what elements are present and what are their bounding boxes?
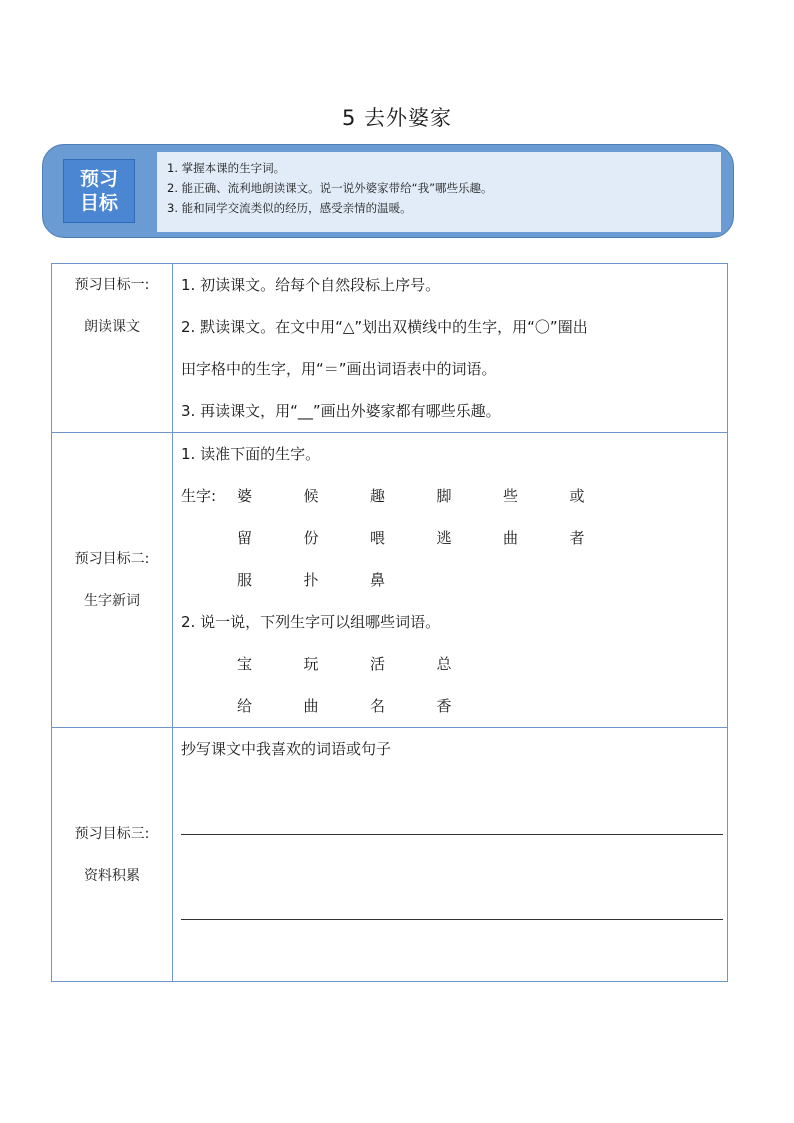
goals-list [157, 152, 721, 232]
char-item: 喂 [370, 529, 386, 547]
char-item: 服 [237, 571, 253, 589]
char-item: 或 [569, 487, 585, 505]
question-1: 1. 读准下面的生字。 [181, 445, 321, 463]
chars-row [181, 517, 727, 559]
chars-head-label: 生字: [181, 487, 217, 505]
instruction-line: 3. 再读课文，用“__”画出外婆家都有哪些乐趣。 [181, 402, 501, 420]
word-char-item: 给 [237, 697, 253, 715]
table-row [52, 264, 728, 433]
section3-label [52, 728, 173, 982]
section-label-line1: 预习目标一: [74, 277, 150, 293]
goal-item: 2. 能正确、流利地朗读课文。说一说外婆家带给“我”哪些乐趣。 [167, 181, 493, 195]
char-item: 趣 [370, 487, 386, 505]
table-row [52, 433, 728, 728]
chars-row [181, 559, 727, 601]
char-item: 脚 [436, 487, 452, 505]
instruction-line: 2. 默读课文。在文中用“△”划出双横线中的生字，用“〇”圈出 [181, 318, 588, 336]
char-item: 份 [303, 529, 319, 547]
goals-badge [63, 159, 135, 223]
word-char-item: 玩 [303, 655, 319, 673]
writing-line-1[interactable] [181, 770, 723, 835]
section2-content [173, 433, 728, 728]
section1-content [173, 264, 728, 433]
writing-line-2[interactable] [181, 835, 723, 920]
goal-item: 3. 能和同学交流类似的经历，感受亲情的温暖。 [167, 201, 412, 215]
table-row [52, 728, 728, 982]
chars-row [181, 475, 727, 517]
word-char-item: 香 [436, 697, 452, 715]
section-label-line2: 资料积累 [84, 867, 140, 884]
preview-table [51, 263, 728, 982]
char-item: 些 [503, 487, 519, 505]
page-title: 5 去外婆家 [341, 106, 453, 130]
char-item: 逃 [436, 529, 452, 547]
char-item: 婆 [237, 487, 253, 505]
section-label-line1: 预习目标二: [74, 551, 150, 567]
question-2: 2. 说一说，下列生字可以组哪些词语。 [181, 613, 441, 631]
section-label-line2: 生字新词 [84, 593, 140, 609]
char-item: 鼻 [370, 571, 386, 589]
char-item: 候 [303, 487, 319, 505]
char-item: 者 [569, 529, 585, 547]
words-row [181, 685, 727, 727]
word-char-item: 曲 [303, 697, 319, 715]
char-item: 留 [237, 529, 253, 547]
section-label-line2: 朗读课文 [84, 319, 140, 335]
badge-text-line2: 目标 [79, 192, 118, 214]
goal-item: 1. 掌握本课的生字词。 [167, 161, 286, 175]
copy-prompt: 抄写课文中我喜欢的词语或句子 [181, 740, 392, 758]
section3-content [173, 728, 728, 982]
word-char-item: 宝 [237, 655, 253, 673]
word-char-item: 总 [436, 655, 452, 673]
instruction-line: 田字格中的生字，用“＝”画出词语表中的词语。 [181, 360, 497, 378]
instruction-line: 1. 初读课文。给每个自然段标上序号。 [181, 276, 441, 294]
word-char-item: 活 [370, 655, 386, 673]
section1-label [52, 264, 173, 433]
char-item: 曲 [503, 529, 519, 547]
words-row [181, 643, 727, 685]
section-label-line1: 预习目标三: [74, 825, 150, 842]
char-item: 扑 [303, 571, 319, 589]
word-char-item: 名 [370, 697, 386, 715]
preview-goals-box [42, 144, 734, 238]
badge-text-line1: 预习 [79, 168, 118, 190]
section2-label [52, 433, 173, 728]
